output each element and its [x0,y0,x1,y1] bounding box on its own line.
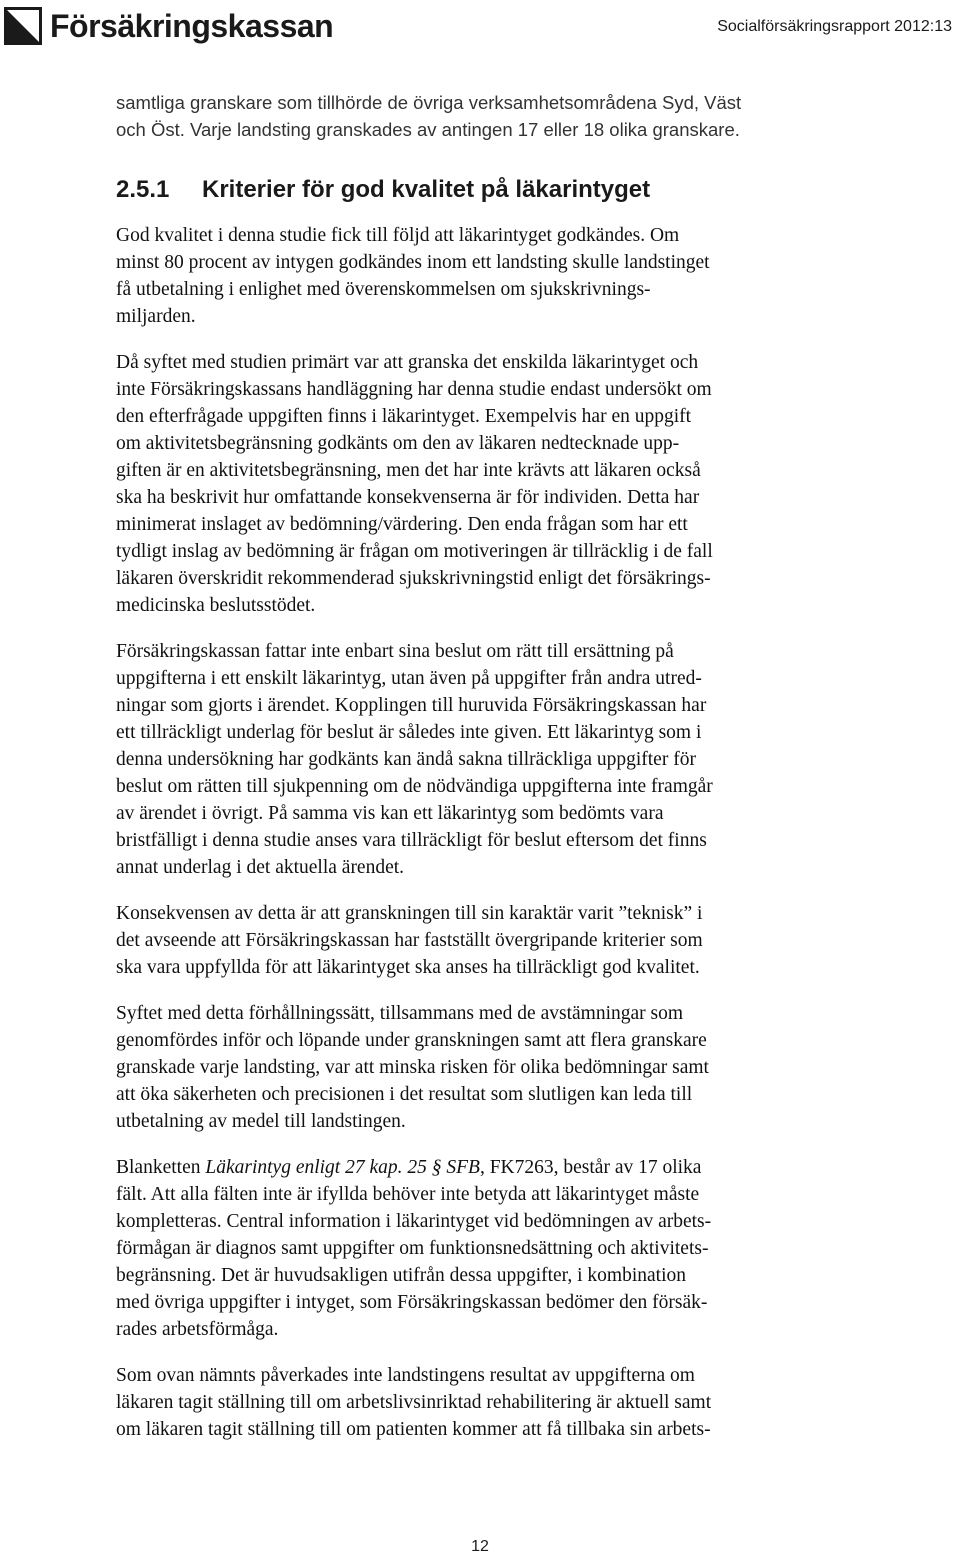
paragraph: God kvalitet i denna studie fick till följd att läkarintyget godkändes. Om minst 80 procent av intygen godkändes inom ett landsting skulle landstinget få utbetalning i enlighet med överenskommelsen om sjukskrivnings- miljarden. [116,225,710,327]
brand-name: Försäkringskassan [50,8,334,44]
brand-logo [4,4,333,48]
paragraph: Då syftet med studien primärt var att granska det enskilda läkarintyget och inte Försäkringskassans handläggning har denna studie endast undersökt om den efterfrågade uppgiften finns i läkarintyget. Exempelvis har en uppgift om aktivitetsbegränsning godkänts om den av läkaren nedtecknade upp- giften är en aktivitetsbegränsning, men det har inte krävts att läkaren också ska ha beskrivit hur omfattande konsekvenserna är för individen. Detta har minimerat inslaget av bedömning/värdering. Den enda frågan som har ett tydligt inslag av bedömning är frågan om motiveringen är tillräcklig i de fall läkaren överskridit rekommenderad sjukskrivningstid enligt det försäkrings- medicinska beslutsstödet. [116,352,713,616]
paragraph: Som ovan nämnts påverkades inte landstingens resultat av uppgifterna om läkaren tagit ställning till om arbetslivsinriktad rehabilitering är aktuell samt om läkaren tagit ställning till om patienten kommer att få tillbaka sin arbets- [116,1365,712,1440]
blankett-prefix: Blanketten [116,1157,206,1178]
section-title: Kriterier för god kvalitet på läkarintyget [202,176,651,203]
paragraph: Försäkringskassan fattar inte enbart sina beslut om rätt till ersättning på uppgifterna i ett enskilt läkarintyg, utan även på uppgifter från andra utred- ningar som gjorts i ärendet. Kopplingen till huruvida Försäkringskassan har ett tillräckligt underlag för beslut är således inte given. Ett läkarintyg som i denna undersökning har godkänts kan ändå sakna tillräckliga uppgifter för beslut om rätten till sjukpenning om de nödvändiga uppgifterna inte framgår av ärendet i övrigt. På samma vis kan ett läkarintyg som bedömts vara bristfälligt i denna studie anses vara tillräckligt för beslut eftersom det finns annat underlag i det aktuella ärendet. [116,641,713,878]
blankett-title: Läkarintyg enligt 27 kap. 25 § SFB [205,1157,480,1178]
body-text [116,222,846,1462]
blankett-rest: , FK7263, består av 17 olika fält. Att alla fälten inte är ifyllda behöver inte betyda att läkarintyget måste kompletteras. Central information i läkarintyget vid bedömningen av arbets- förmågan är diagnos samt uppgifter om funktionsnedsättning och aktivitets- begränsning. Det är huvudsakligen utifrån dessa uppgifter, i kombination med övriga uppgifter i intyget, som Försäkringskassan bedömer den försäk- rades arbetsförmåga. [116,1157,712,1340]
page-number: 12 [471,1538,489,1555]
brand-mark-icon [4,7,42,45]
intro-paragraph: samtliga granskare som tillhörde de övriga verksamhetsområdena Syd, Väst och Öst. Varje landsting granskades av antingen 17 eller 18 olika granskare. [116,92,742,140]
page-header [0,0,960,56]
intro-block [116,89,846,143]
paragraph: Konsekvensen av detta är att granskningen till sin karaktär varit ”teknisk” i det avseende att Försäkringskassan har fastställt övergripande kriterier som ska vara uppfyllda för att läkarintyget ska anses ha tillräckligt god kvalitet. [116,903,703,978]
report-title: Socialförsäkringsrapport 2012:13 [717,18,952,35]
section-heading [116,176,876,204]
blankett-paragraph [116,1154,846,1343]
paragraph: Syftet med detta förhållningssätt, tillsammans med de avstämningar som genomfördes inför och löpande under granskningen samt att flera granskare granskade varje landsting, var att minska risken för olika bedömningar samt att öka säkerheten och precisionen i det resultat som slutligen kan leda till utbetalning av medel till landstingen. [116,1003,709,1132]
section-number: 2.5.1 [116,176,170,203]
